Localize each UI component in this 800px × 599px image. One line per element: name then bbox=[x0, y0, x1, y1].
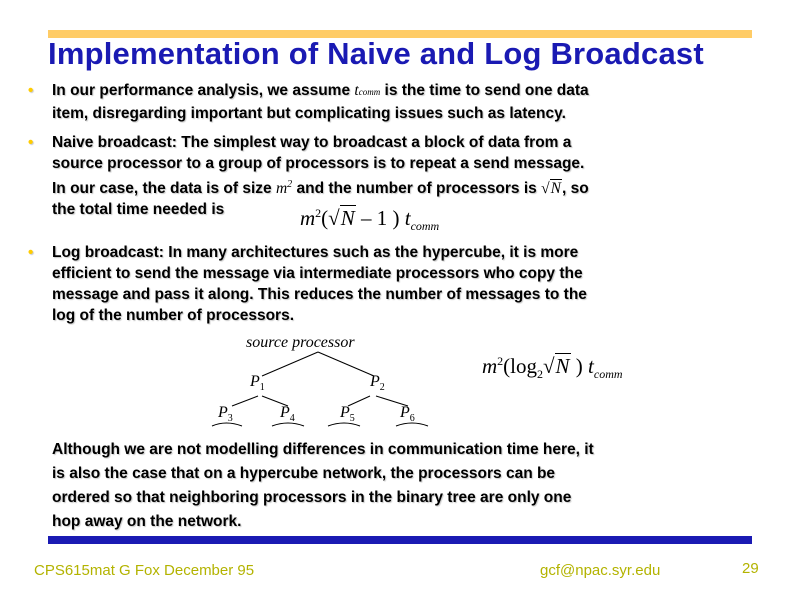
page-number: 29 bbox=[742, 560, 759, 577]
closing-paragraph bbox=[52, 438, 752, 534]
slide-title: Implementation of Naive and Log Broadcast bbox=[48, 36, 704, 71]
bullet3-line4: log of the number of processors. bbox=[52, 307, 294, 324]
tree-node-p5: $P_5$ bbox=[340, 404, 355, 425]
bullet2-line1: Naive broadcast: The simplest way to broadcast a block of data from a bbox=[52, 134, 572, 151]
bullet3-line1: Log broadcast: In many architectures such as the hypercube, it is more bbox=[52, 244, 579, 261]
paragraph-line: hop away on the network. bbox=[52, 513, 242, 530]
bullet2-line3a: In our case, the data is of size bbox=[52, 180, 272, 198]
edge-p1-p3 bbox=[232, 396, 258, 406]
bullet2-line3c: , so bbox=[561, 180, 589, 198]
paragraph-line: Although we are not modelling differences in communication time here, it bbox=[52, 441, 594, 458]
tree-node-p1: $P_1$ bbox=[250, 373, 265, 394]
paragraph-line: ordered so that neighboring processors in the binary tree are only one bbox=[52, 489, 572, 506]
bullet3-line2: efficient to send the message via intermediate processors who copy the bbox=[52, 265, 583, 282]
edge-root-p2 bbox=[318, 352, 374, 376]
bullet2-line3b: and the number of processors is bbox=[296, 180, 537, 198]
bullet-assumption bbox=[28, 80, 768, 124]
paragraph-line: is also the case that on a hypercube network, the processors can be bbox=[52, 465, 556, 482]
bullet-marker: • bbox=[28, 82, 34, 99]
m-squared-symbol: $m^2$ bbox=[275, 179, 293, 198]
tree-node-p2: $P_2$ bbox=[370, 373, 385, 394]
bullet3-line3: message and pass it along. This reduces the number of messages to the bbox=[52, 286, 587, 303]
log-broadcast-equation: $m^2(\log_2√N$ ) $t_{comm}$ bbox=[482, 354, 623, 382]
tree-node-p3: $P_3$ bbox=[218, 404, 233, 425]
bullet1-text-a: In our performance analysis, we assume bbox=[52, 82, 351, 99]
footer-course-info: CPS615mat G Fox December 95 bbox=[34, 562, 255, 579]
tcomm-symbol: tcomm bbox=[354, 82, 381, 99]
sqrt-n-symbol: √N bbox=[541, 180, 561, 198]
bullet1-text-b: is the time to send one data bbox=[384, 82, 589, 99]
bottom-rule bbox=[48, 536, 752, 544]
bullet-marker: • bbox=[28, 244, 34, 261]
bullet-marker: • bbox=[28, 134, 34, 151]
tree-node-p6: $P_6$ bbox=[400, 404, 415, 425]
tree-root-label: source processor bbox=[246, 334, 355, 351]
bullet2-line4: the total time needed is bbox=[52, 201, 225, 219]
tree-edges bbox=[200, 340, 440, 440]
footer-email: gcf@npac.syr.edu bbox=[540, 562, 661, 579]
edge-root-p1 bbox=[262, 352, 318, 376]
naive-broadcast-equation: $m^2(√N - 1$ ) $t_{comm}$ bbox=[300, 206, 440, 234]
bullet-log-broadcast bbox=[28, 242, 768, 326]
tree-node-p4: $P_4$ bbox=[280, 404, 295, 425]
bullet2-line2: source processor to a group of processors is to repeat a send message. bbox=[52, 155, 585, 172]
bullet1-line2: item, disregarding important but complicating issues such as latency. bbox=[52, 105, 566, 122]
